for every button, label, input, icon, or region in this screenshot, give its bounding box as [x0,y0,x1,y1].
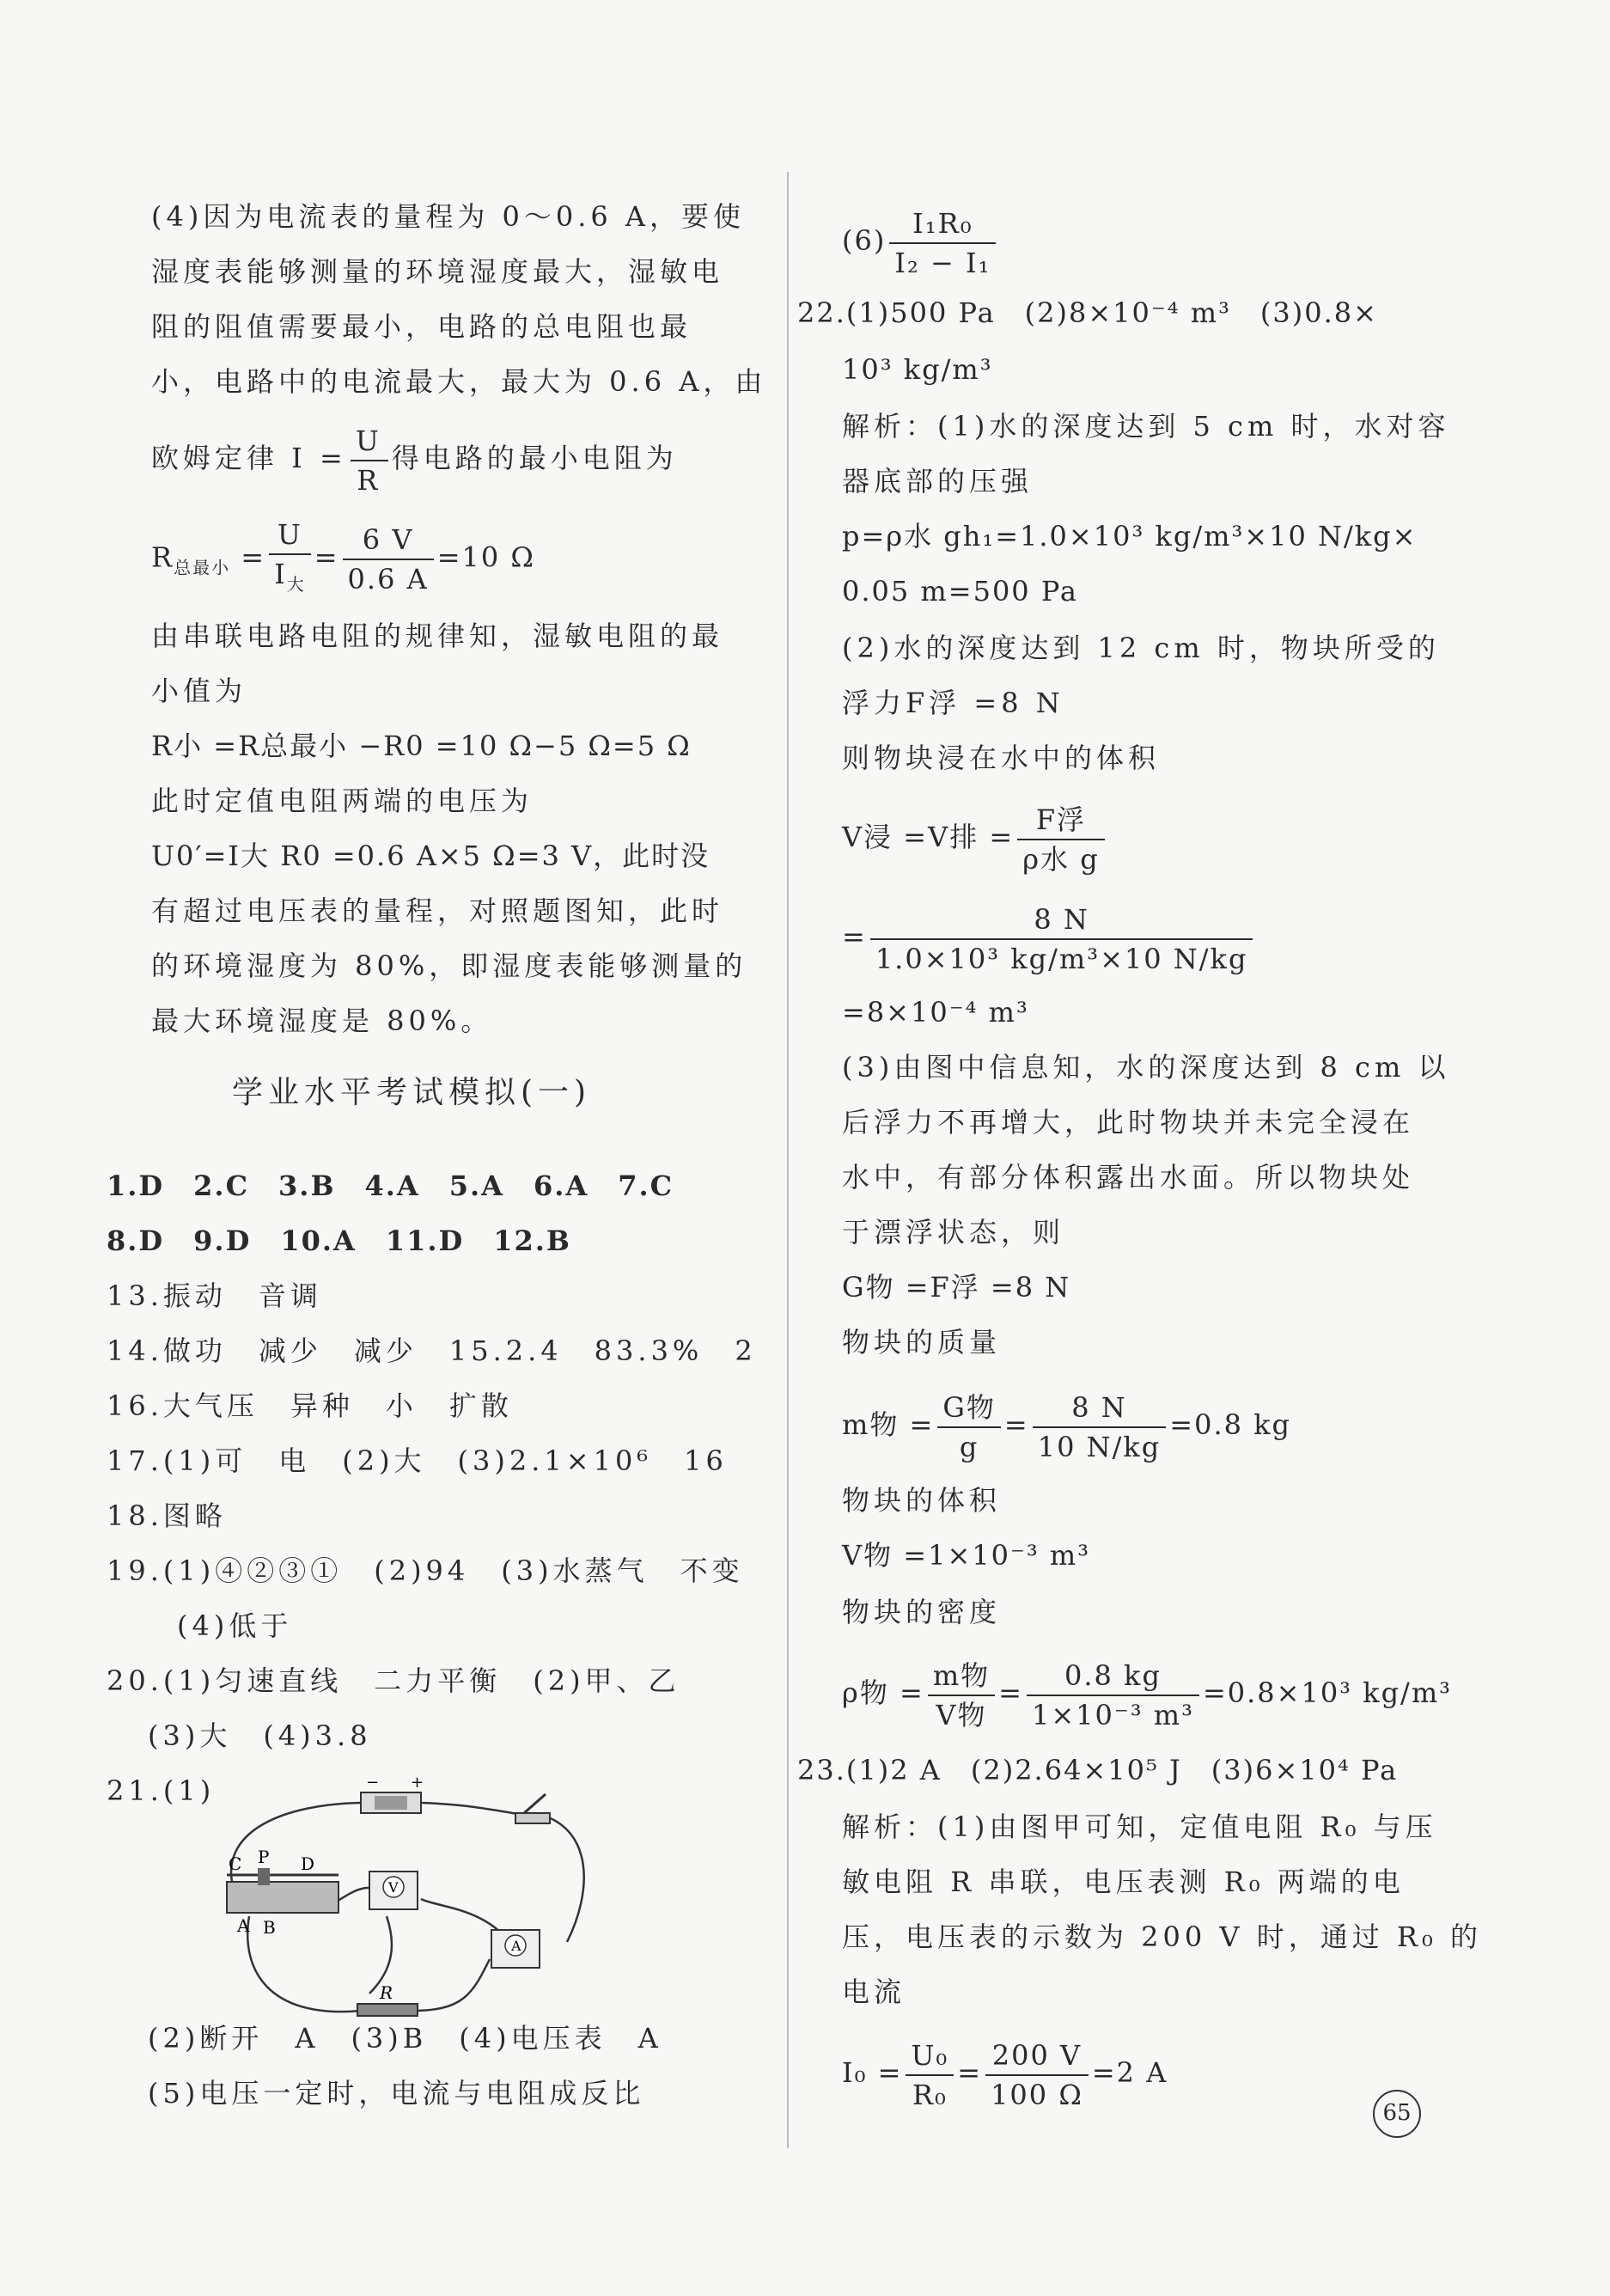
analysis-line: 解析：(1)由图甲可知，定值电阻 R₀ 与压 [842,1811,1437,1843]
column-divider [787,172,789,2148]
battery-minus: − [366,1774,380,1792]
analysis-line: 解析：(1)水的深度达到 5 cm 时，水对容 [842,410,1450,443]
volume-eq-2: = $\frac{8 N}{\text{1.0×10³ kg/m³×10 N/kg}}$ [842,894,1256,980]
answers-row: 8.D 9.D 10.A 11.D 12.B [107,1224,571,1257]
label-c: C [229,1853,242,1874]
label-d: D [301,1853,315,1874]
analysis-line: 物块的质量 [842,1326,1002,1359]
analysis-line: 则物块浸在水中的体积 [842,742,1161,774]
gravity-eq: G物 =F浮 =8 N [842,1271,1071,1304]
answers-row: 1.D 2.C 3.B 4.A 5.A 6.A 7.C [107,1169,674,1202]
resistor-label: R [380,1982,393,2003]
analysis-line: 水中，有部分体积露出水面。所以物块处 [842,1161,1415,1194]
voltmeter-label: V [388,1879,399,1896]
analysis-line: 于漂浮状态，则 [842,1216,1065,1249]
text-line: 的环境湿度为 80%，即湿度表能够测量的 [151,950,747,982]
text-line: 小值为 [151,675,247,707]
answer-14-15: 14.做功 减少 减少 15.2.4 83.3% 2 [107,1334,757,1367]
mass-eq: m物 = G物 g = $\frac{8 N}{10 N/kg}$ =0.8 kg [842,1382,1291,1468]
answer-23: 23.(1)2 A (2)2.64×10⁵ J (3)6×10⁴ Pa [797,1754,1399,1786]
answer-17: 17.(1)可 电 (2)大 (3)2.1×10⁶ 16 [107,1444,728,1477]
analysis-line: 敏电阻 R 串联，电压表测 R₀ 两端的电 [842,1865,1405,1898]
answer-6-line: (6) $\frac{\text{I₁R₀}}{\text{I₂ − I₁}}$ [842,198,999,284]
text-line: 由串联电路电阻的规律知，湿敏电阻的最 [151,620,724,652]
analysis-line: 压，电压表的示数为 200 V 时，通过 R₀ 的 [842,1920,1482,1953]
text-line: 有超过电压表的量程，对照题图知，此时 [151,895,724,927]
label-p: P [258,1847,270,1867]
fraction: $\frac{U}{R}$ [351,422,388,499]
rsmall-equation: R小 =R总最小 −R0 =10 Ω−5 Ω=5 Ω [151,730,692,762]
page-number: 65 [1373,2090,1421,2138]
analysis-line: 物块的体积 [842,1484,1002,1517]
battery-icon [361,1792,421,1813]
resistor-icon [357,2004,418,2016]
label-a: A [237,1915,250,1936]
answer-19: 19.(1)④②③① (2)94 (3)水蒸气 不变 [107,1554,744,1587]
text-line: 此时定值电阻两端的电压为 [151,785,534,817]
rmin-equation: $R_{总最小}$ = U $I_大$ = $\frac{6 V}{0.6 A}$ =10 Ω [151,516,535,607]
text-line: U0′=I大 R0 =0.6 A×5 Ω=3 V，此时没 [151,840,710,872]
analysis-line: 后浮力不再增大，此时物块并未完全浸在 [842,1106,1415,1139]
p4-line: 小，电路中的电流最大，最大为 0.6 A，由 [151,365,767,398]
answer-21-5: (5)电压一定时，电流与电阻成反比 [148,2077,645,2110]
ohm-law-line: 欧姆定律 I = $\frac{U}{R}$ 得电路的最小电阻为 [151,419,678,499]
text-line: 最大环境湿度是 80%。 [151,1004,493,1037]
analysis-line: 电流 [842,1975,906,2008]
switch-icon [515,1794,550,1823]
analysis-line: 浮力F浮 =8 N [842,687,1064,719]
pressure-eq: 0.05 m=500 Pa [842,575,1078,608]
analysis-line: (3)由图中信息知，水的深度达到 8 cm 以 [842,1051,1450,1084]
current-eq: I₀ = $\frac{\text{U₀}}{\text{R₀}}$ = $\frac{200 V}{100 \Omega}$ =2 A [842,2030,1168,2116]
answer-22-cont: 10³ kg/m³ [842,353,993,386]
answer-18: 18.图略 [107,1499,227,1532]
p4-line: 阻的阻值需要最小，电路的总电阻也最 [151,310,692,343]
answer-21-2: (2)断开 A (3)B (4)电压表 A [148,2022,662,2055]
circuit-diagram [215,1770,627,2028]
answer-13: 13.振动 音调 [107,1279,322,1312]
pressure-eq: p=ρ水 gh₁=1.0×10³ kg/m³×10 N/kg× [842,520,1418,553]
ammeter-label: A [511,1938,521,1954]
density-eq: ρ物 = m物 V物 = $\frac{0.8 kg}{\text{1×10⁻³ m³}}$ =0.8×10³ kg/m³ [842,1650,1452,1736]
analysis-line: (2)水的深度达到 12 cm 时，物块所受的 [842,632,1440,664]
answer-21: 21.(1) [107,1774,216,1807]
analysis-line: 物块的密度 [842,1596,1002,1628]
p4-line: 湿度表能够测量的环境湿度最大，湿敏电 [151,255,724,288]
answer-20: 20.(1)匀速直线 二力平衡 (2)甲、乙 [107,1664,680,1697]
analysis-line: 器底部的压强 [842,465,1034,498]
answer-19-cont: (4)低于 [177,1609,293,1642]
answer-20-cont: (3)大 (4)3.8 [148,1719,372,1752]
volume-eq-3: =8×10⁻⁴ m³ [842,996,1029,1029]
battery-plus: + [411,1774,424,1792]
volume-block-eq: V物 =1×10⁻³ m³ [842,1539,1091,1572]
p4-line: (4)因为电流表的量程为 0～0.6 A，要使 [151,200,746,233]
answer-22: 22.(1)500 Pa (2)8×10⁻⁴ m³ (3)0.8× [797,296,1378,329]
volume-eq: V浸 =V排 = F浮 ρ水 g [842,794,1108,880]
answer-16: 16.大气压 异种 小 扩散 [107,1389,513,1422]
section-title: 学业水平考试模拟(一) [232,1075,592,1110]
rheostat-icon [227,1868,338,1913]
label-b: B [263,1917,276,1938]
